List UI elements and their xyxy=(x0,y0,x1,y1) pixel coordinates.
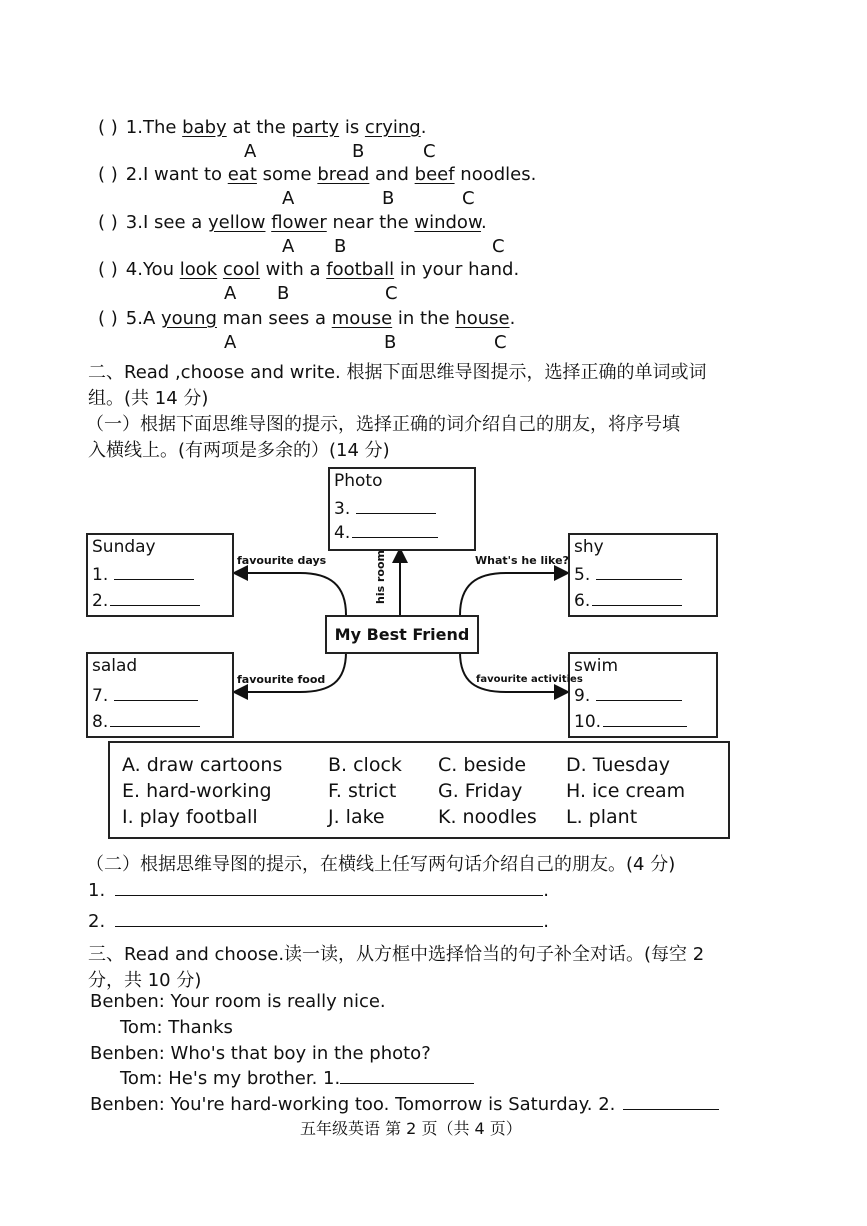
mindmap-center-box xyxy=(325,615,479,654)
word-option: G. Friday xyxy=(438,780,523,802)
question-text: noodles. xyxy=(454,164,537,185)
choice-letter: C xyxy=(494,332,507,353)
page-footer: 五年级英语 第 2 页（共 4 页） xyxy=(300,1119,522,1138)
blank-4[interactable]: 4. xyxy=(334,523,438,543)
word-option: L. plant xyxy=(566,806,638,828)
box-title: salad xyxy=(92,656,138,676)
blank-5[interactable]: 5. xyxy=(574,565,682,585)
label-favourite-days: favourite days xyxy=(237,554,327,567)
section-two-heading-cont: 组。(共 14 分) xyxy=(88,388,209,409)
mindmap-box-food xyxy=(86,652,234,738)
underlined-word: mouse xyxy=(331,308,393,329)
underlined-word: baby xyxy=(182,117,227,138)
mindmap-box-like xyxy=(568,533,718,617)
underlined-word: eat xyxy=(227,164,257,185)
word-option: I. play football xyxy=(122,806,258,828)
label-favourite-food: favourite food xyxy=(237,673,326,686)
choice-letter: C xyxy=(462,188,475,209)
dialogue-line: Benben: Who's that boy in the photo? xyxy=(90,1043,431,1064)
word-option: B. clock xyxy=(328,754,402,776)
answer-paren[interactable]: ( ) xyxy=(98,164,118,185)
underlined-word: flower xyxy=(271,212,327,233)
word-option: A. draw cartoons xyxy=(122,754,283,776)
dialogue-line-blank-2[interactable]: Benben: You're hard-working too. Tomorrow is Saturday. 2. xyxy=(90,1094,719,1115)
mindmap-box-activities xyxy=(568,652,718,738)
underlined-word: bread xyxy=(317,164,370,185)
question-text: with a xyxy=(259,259,327,280)
question-text: You xyxy=(142,259,180,280)
subsection-two-instruction: （二）根据思维导图的提示，在横线上任写两句话介绍自己的朋友。(4 分) xyxy=(86,854,676,875)
dialogue-line: Benben: Your room is really nice. xyxy=(90,991,386,1012)
underlined-word: yellow xyxy=(208,212,266,233)
choice-letter: A xyxy=(282,236,295,257)
question-number: 2. xyxy=(125,164,143,185)
question-text: I want to xyxy=(142,164,228,185)
answer-paren[interactable]: ( ) xyxy=(98,259,118,280)
blank-9[interactable]: 9. xyxy=(574,686,682,706)
question-text: in the xyxy=(392,308,456,329)
word-option: F. strict xyxy=(328,780,397,802)
question-text: . xyxy=(509,308,516,329)
write-line-2[interactable]: 2. . xyxy=(88,911,549,932)
choice-letter: B xyxy=(384,332,397,353)
blank-2[interactable]: 2. xyxy=(92,591,200,611)
choice-letter: C xyxy=(423,141,436,162)
choice-letter: B xyxy=(382,188,395,209)
word-option: J. lake xyxy=(328,806,385,828)
word-option: D. Tuesday xyxy=(566,754,671,776)
choice-letter: A xyxy=(282,188,295,209)
box-title: Photo xyxy=(334,471,383,491)
question-number: 5. xyxy=(125,308,143,329)
question-text: at the xyxy=(226,117,292,138)
section-three-heading: 三、Read and choose.读一读，从方框中选择恰当的句子补全对话。(每空 2 xyxy=(88,944,705,965)
blank-6[interactable]: 6. xyxy=(574,591,682,611)
choice-letter: B xyxy=(334,236,347,257)
question-number: 1. xyxy=(125,117,143,138)
choice-letter: A xyxy=(224,283,237,304)
label-his-room: his room xyxy=(374,550,387,604)
word-option: H. ice cream xyxy=(566,780,686,802)
underlined-word: cool xyxy=(222,259,260,280)
underlined-word: crying xyxy=(364,117,421,138)
question-number: 3. xyxy=(125,212,143,233)
mindmap-box-days xyxy=(86,533,234,617)
box-title: swim xyxy=(574,656,619,676)
choice-letter: B xyxy=(352,141,365,162)
underlined-word: look xyxy=(179,259,218,280)
question-text: . xyxy=(481,212,487,233)
dialogue-line: Tom: Thanks xyxy=(120,1017,233,1038)
answer-paren[interactable]: ( ) xyxy=(98,308,118,329)
question-text: near the xyxy=(326,212,415,233)
section-two-heading: 二、Read ,choose and write. 根据下面思维导图提示，选择正确的单词或词 xyxy=(88,362,707,383)
subsection-one-instruction: （一）根据下面思维导图的提示，选择正确的词介绍自己的朋友，将序号填 xyxy=(86,414,680,435)
question-text: A xyxy=(142,308,162,329)
answer-paren[interactable]: ( ) xyxy=(98,117,118,138)
underlined-word: party xyxy=(291,117,340,138)
choice-letter: C xyxy=(385,283,398,304)
underlined-word: beef xyxy=(414,164,455,185)
subsection-one-instruction-cont: 入横线上。(有两项是多余的）(14 分) xyxy=(88,440,390,461)
mindmap-box-photo xyxy=(328,467,476,551)
question-text: man sees a xyxy=(216,308,332,329)
answer-paren[interactable]: ( ) xyxy=(98,212,118,233)
question-text: in your hand. xyxy=(394,259,520,280)
underlined-word: house xyxy=(455,308,510,329)
question-text: . xyxy=(420,117,427,138)
blank-3[interactable]: 3. xyxy=(334,499,436,519)
box-title: shy xyxy=(574,537,604,557)
question-text: some xyxy=(256,164,318,185)
label-favourite-activities: favourite activities xyxy=(476,674,583,685)
question-text: I see a xyxy=(142,212,208,233)
underlined-word: football xyxy=(326,259,395,280)
blank-1[interactable]: 1. xyxy=(92,565,194,585)
write-line-1[interactable]: 1. . xyxy=(88,880,549,901)
word-option: C. beside xyxy=(438,754,527,776)
blank-8[interactable]: 8. xyxy=(92,712,200,732)
word-option: E. hard-working xyxy=(122,780,272,802)
question-text: is xyxy=(339,117,365,138)
choice-letter: A xyxy=(244,141,257,162)
dialogue-line-blank-1[interactable]: Tom: He's my brother. 1. xyxy=(120,1068,474,1089)
choice-letter: C xyxy=(492,236,505,257)
underlined-word: window xyxy=(414,212,482,233)
blank-10[interactable]: 10. xyxy=(574,712,687,732)
box-title: Sunday xyxy=(92,537,156,557)
mindmap-center-label: My Best Friend xyxy=(334,625,470,644)
word-option: K. noodles xyxy=(438,806,537,828)
underlined-word: young xyxy=(161,308,217,329)
section-three-heading-cont: 分，共 10 分) xyxy=(88,970,202,991)
choice-letter: A xyxy=(224,332,237,353)
blank-7[interactable]: 7. xyxy=(92,686,198,706)
question-text: The xyxy=(142,117,183,138)
question-text: and xyxy=(369,164,415,185)
choice-letter: B xyxy=(277,283,290,304)
question-number: 4. xyxy=(125,259,143,280)
label-whats-he-like: What's he like? xyxy=(475,554,569,567)
